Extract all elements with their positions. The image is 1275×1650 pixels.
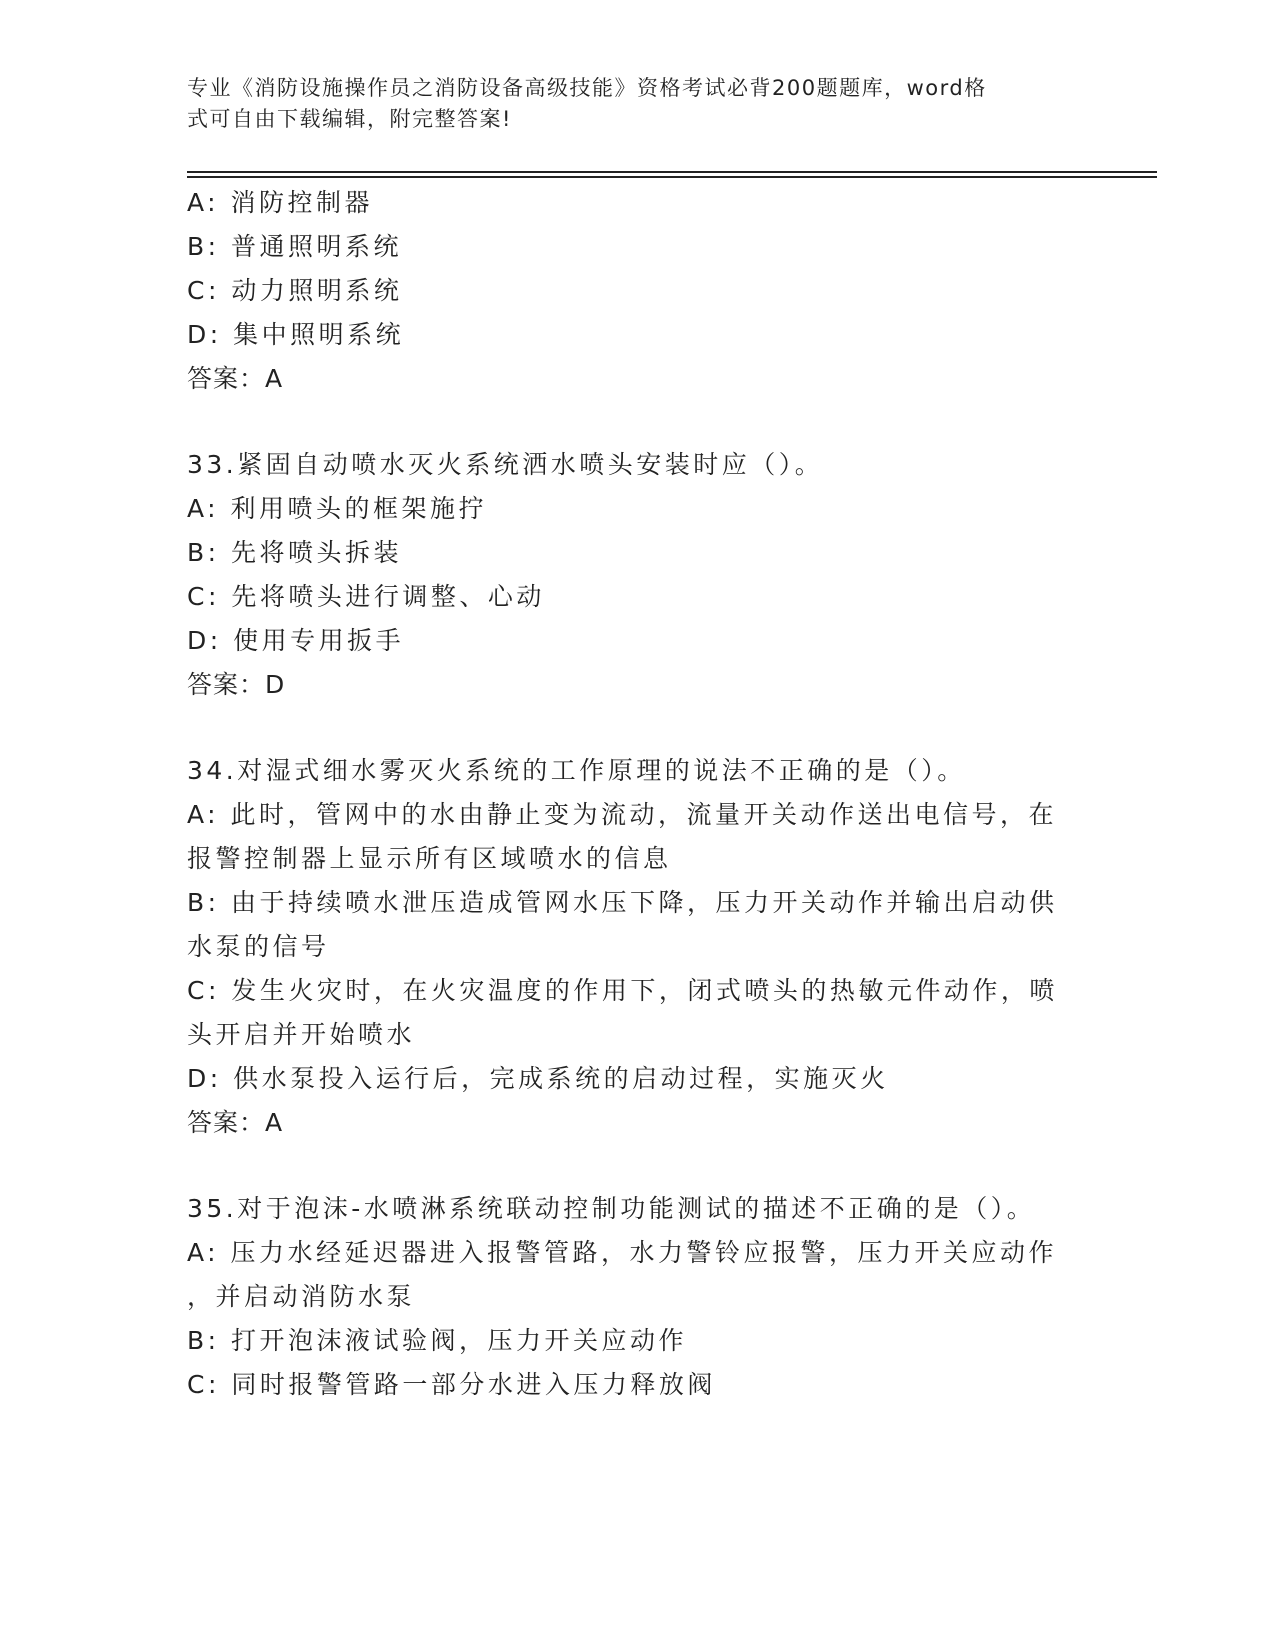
option-b: B: 先将喷头拆装 (187, 538, 403, 567)
header-rule-top (187, 171, 1157, 173)
option-d: D: 使用专用扳手 (187, 626, 405, 655)
question-title: 33.紧固自动喷水灭火系统洒水喷头安装时应（）。 (187, 450, 824, 479)
option-a: A: 消防控制器 (187, 188, 374, 217)
option-b: B: 普通照明系统 (187, 232, 403, 261)
option-b: B: 打开泡沫液试验阀，压力开关应动作 (187, 1326, 688, 1355)
answer: 答案：D (187, 670, 286, 699)
header-line-2: 式可自由下载编辑，附完整答案! (187, 107, 512, 131)
option-b: B: 由于持续喷水泄压造成管网水压下降，压力开关动作并输出启动供 (187, 888, 1058, 917)
option-a: A: 利用喷头的框架施拧 (187, 494, 488, 523)
option-a: A: 此时，管网中的水由静止变为流动，流量开关动作送出电信号，在 (187, 800, 1058, 829)
answer: 答案：A (187, 1108, 284, 1137)
option-a: A: 压力水经延迟器进入报警管路，水力警铃应报警，压力开关应动作 (187, 1238, 1058, 1267)
question-title: 35.对于泡沫-水喷淋系统联动控制功能测试的描述不正确的是（）。 (187, 1194, 1036, 1223)
answer: 答案：A (187, 364, 284, 393)
header-rule-bottom (187, 176, 1157, 178)
option-c: C: 先将喷头进行调整、心动 (187, 582, 545, 611)
option-c: C: 同时报警管路一部分水进入压力释放阀 (187, 1370, 716, 1399)
option-d: D: 供水泵投入运行后，完成系统的启动过程，实施灭火 (187, 1064, 889, 1093)
option-b-continued: 水泵的信号 (187, 932, 330, 961)
question-title: 34.对湿式细水雾灭火系统的工作原理的说法不正确的是（）。 (187, 756, 966, 785)
option-c-continued: 头开启并开始喷水 (187, 1020, 416, 1049)
option-d: D: 集中照明系统 (187, 320, 405, 349)
option-c: C: 发生火灾时，在火灾温度的作用下，闭式喷头的热敏元件动作，喷 (187, 976, 1058, 1005)
option-a-continued: 报警控制器上显示所有区域喷水的信息 (187, 844, 672, 873)
option-a-continued: ，并启动消防水泵 (187, 1282, 416, 1311)
option-c: C: 动力照明系统 (187, 276, 403, 305)
header-line-1: 专业《消防设施操作员之消防设备高级技能》资格考试必背200题题库，word格 (187, 76, 987, 100)
